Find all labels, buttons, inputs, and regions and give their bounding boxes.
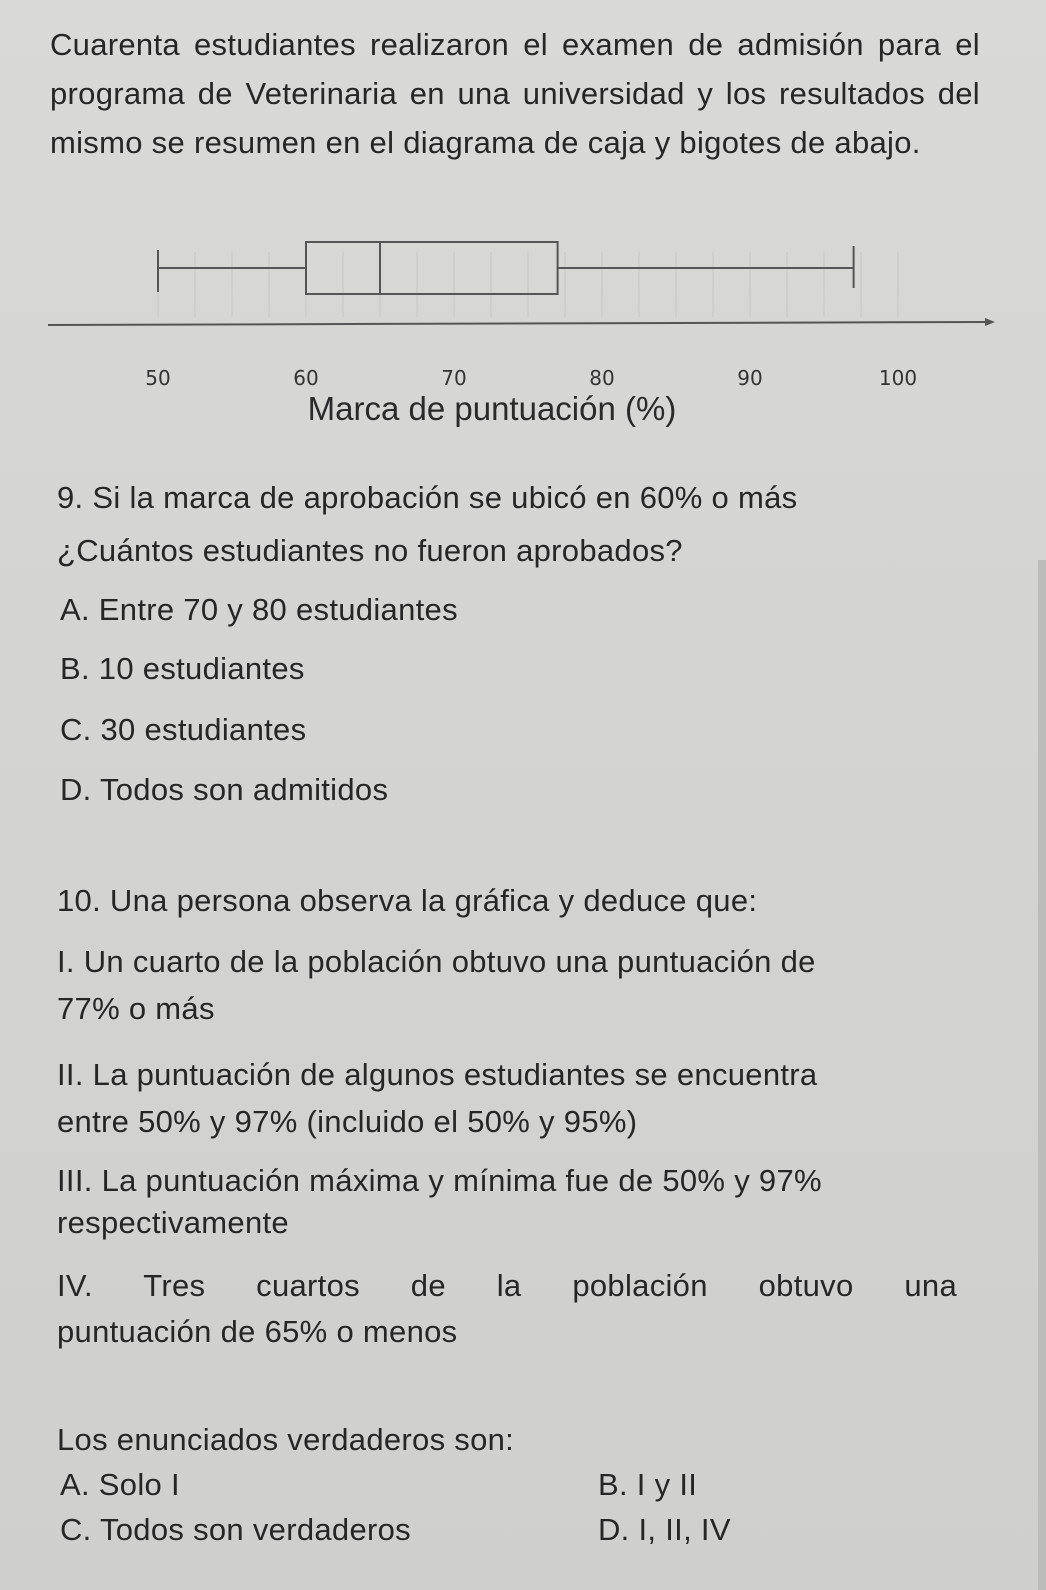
q10-statement-3-line1: III. La puntuación máxima y mínima fue de 50% y 97% xyxy=(57,1163,822,1198)
x-axis-arrow xyxy=(985,318,995,326)
x-tick-label-100: 100 xyxy=(878,366,918,390)
q10-statement-4-line2: puntuación de 65% o menos xyxy=(57,1314,458,1349)
q10-option-d: D. I, II, IV xyxy=(598,1512,731,1547)
q9-stem-line1: 9. Si la marca de aprobación se ubicó en 60% o más xyxy=(57,480,798,515)
x-tick-label-70: 70 xyxy=(441,366,467,390)
q10-option-b: B. I y II xyxy=(598,1467,698,1502)
q10-option-c: C. Todos son verdaderos xyxy=(60,1512,411,1547)
q10-stem: 10. Una persona observa la gráfica y deduce que: xyxy=(57,883,758,918)
page-edge-shadow xyxy=(1038,560,1046,1590)
q9-option-a: A. Entre 70 y 80 estudiantes xyxy=(60,592,458,627)
q10-statement-1-line2: 77% o más xyxy=(57,991,215,1026)
q10-statement-4-line1: IV. Tres cuartos de la población obtuvo una xyxy=(57,1268,957,1303)
box-plot-chart xyxy=(0,222,1046,432)
x-axis-title: Marca de puntuación (%) xyxy=(307,390,677,427)
x-tick-label-90: 90 xyxy=(737,366,763,390)
q9-option-c: C. 30 estudiantes xyxy=(60,712,307,747)
q10-statement-3-line2: respectivamente xyxy=(57,1205,289,1240)
q10-statement-2-line1: II. La puntuación de algunos estudiantes se encuentra xyxy=(57,1057,818,1092)
x-tick-label-80: 80 xyxy=(589,366,615,390)
q10-statement-1-line1: I. Un cuarto de la población obtuvo una puntuación de xyxy=(57,944,816,979)
intro-paragraph: Cuarenta estudiantes realizaron el examen de admisión para el programa de Veterinaria en una universidad y los resultados del mismo se resumen en el diagrama de caja y bigotes de abajo. xyxy=(50,27,980,160)
q9-stem-line2: ¿Cuántos estudiantes no fueron aprobados? xyxy=(57,533,683,568)
q9-option-b: B. 10 estudiantes xyxy=(60,651,305,686)
q10-option-a: A. Solo I xyxy=(60,1467,180,1502)
x-tick-label-60: 60 xyxy=(293,366,319,390)
interquartile-box xyxy=(306,242,558,294)
x-tick-label-50: 50 xyxy=(145,366,171,390)
q10-statement-2-line2: entre 50% y 97% (incluido el 50% y 95%) xyxy=(57,1104,638,1139)
q9-option-d: D. Todos son admitidos xyxy=(60,772,389,807)
q10-prompt: Los enunciados verdaderos son: xyxy=(57,1422,515,1457)
x-axis-line xyxy=(48,322,985,325)
